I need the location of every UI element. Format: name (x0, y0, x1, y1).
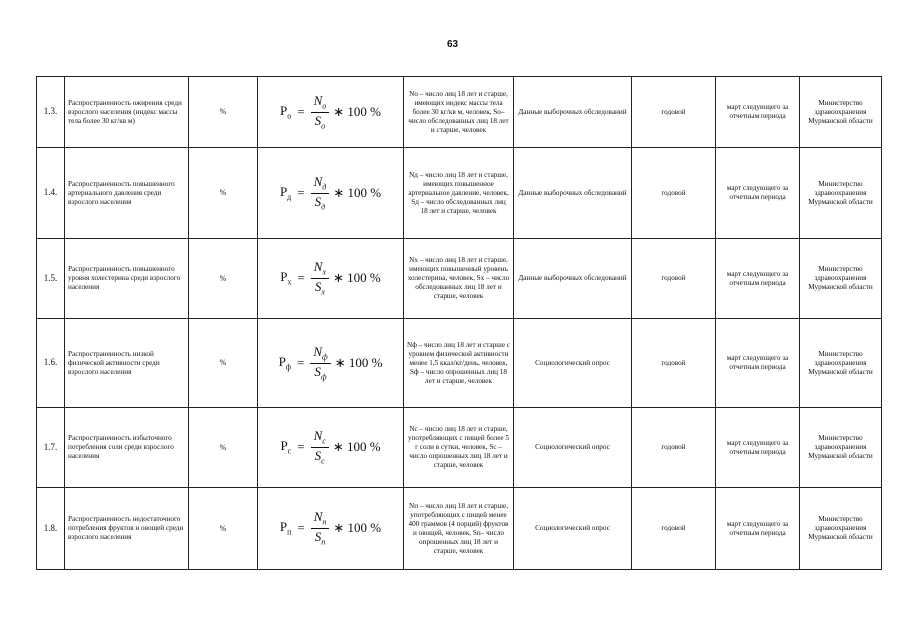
periodicity: годовой (632, 408, 716, 488)
denominator-sub: п (321, 537, 326, 547)
indicator-name: Распространенность избыточного потребления соли среди взрослого населения (65, 408, 189, 488)
formula-numerator (311, 259, 329, 279)
formula (261, 509, 400, 547)
formula-lhs (280, 103, 291, 122)
periodicity: годовой (632, 239, 716, 319)
denominator-sub: o (321, 121, 326, 131)
formula-numerator (311, 174, 330, 194)
reporting-date: март следующего за отчетным периода (716, 319, 800, 408)
unit: % (189, 408, 258, 488)
formula-cell (258, 77, 404, 148)
variables-description: Nс – число лиц 18 лет и старше, употребляющих с пищей более 5 г соли в сутки, человек, Sс – число опрошенных лиц 18 лет и старше, человек (404, 408, 514, 488)
denominator-sub: д (321, 202, 326, 212)
row-number: 1.8. (37, 488, 65, 570)
unit: % (189, 319, 258, 408)
responsible-body: Министерство здравоохранения Мурманской области (800, 77, 882, 148)
formula-cell (258, 408, 404, 488)
formula-denominator (312, 529, 329, 548)
formula (261, 174, 400, 212)
data-source: Данные выборочных обследований (514, 77, 632, 148)
numerator-symbol: N (313, 173, 323, 189)
periodicity: годовой (632, 148, 716, 239)
formula-lhs (280, 519, 292, 538)
formula-lhs-sub: п (287, 527, 292, 537)
responsible-body: Министерство здравоохранения Мурманской области (800, 148, 882, 239)
row-number: 1.6. (37, 319, 65, 408)
formula-lhs (280, 438, 291, 457)
responsible-body: Министерство здравоохранения Мурманской области (800, 319, 882, 408)
responsible-body: Министерство здравоохранения Мурманской области (800, 239, 882, 319)
formula-lhs (280, 269, 291, 288)
formula-lhs (280, 184, 291, 203)
table-row (37, 239, 882, 319)
table-row (37, 408, 882, 488)
indicator-name: Распространенность недостаточного потребления фруктов и овощей среди взрослого населения (65, 488, 189, 570)
periodicity: годовой (632, 488, 716, 570)
formula (261, 93, 400, 131)
numerator-symbol: N (313, 428, 323, 444)
formula-fraction (311, 174, 330, 212)
data-source: Социологический опрос (514, 408, 632, 488)
indicator-name: Распространенность повышенного артериального давления среди взрослого населения (65, 148, 189, 239)
formula-lhs-sub: д (287, 192, 292, 202)
formula-lhs-symbol: P (280, 438, 288, 454)
row-number: 1.3. (37, 77, 65, 148)
indicator-name: Распространенность ожирения среди взрослого населения (индекс массы тела более 30 кг/кв м) (65, 77, 189, 148)
formula-denominator (312, 279, 328, 298)
table-row (37, 488, 882, 570)
formula-multiplier: ∗ 100 % (333, 270, 381, 286)
formula-equals: = (297, 270, 305, 286)
formula (261, 259, 400, 297)
formula (261, 428, 400, 466)
formula-multiplier: ∗ 100 % (332, 439, 381, 455)
responsible-body: Министерство здравоохранения Мурманской области (800, 488, 882, 570)
denominator-symbol: S (314, 363, 321, 379)
formula-lhs-sub: х (287, 277, 292, 287)
formula-lhs-sub: ф (285, 362, 291, 372)
numerator-sub: o (322, 101, 327, 111)
numerator-sub: ф (322, 352, 328, 362)
formula-denominator (312, 113, 329, 132)
variables-description: Nф – число лиц 18 лет и старше с уровнем физической активности менее 1,5 ккал/кг/день, человек, Sф – число опрошенных лиц 18 лет и старше, человек (404, 319, 514, 408)
formula-lhs-symbol: P (279, 519, 288, 535)
unit: % (189, 488, 258, 570)
reporting-date: март следующего за отчетным периода (716, 77, 800, 148)
formula (261, 344, 400, 382)
denominator-symbol: S (314, 112, 322, 128)
formula-fraction (311, 259, 329, 297)
numerator-symbol: N (313, 509, 323, 525)
row-number: 1.5. (37, 239, 65, 319)
unit: % (189, 77, 258, 148)
formula-numerator (311, 428, 329, 448)
row-number: 1.7. (37, 408, 65, 488)
formula-multiplier: ∗ 100 % (333, 520, 382, 536)
reporting-date: март следующего за отчетным периода (716, 488, 800, 570)
formula-lhs-sub: с (287, 446, 292, 456)
table-row (37, 148, 882, 239)
formula-cell (258, 319, 404, 408)
data-source: Социологический опрос (514, 319, 632, 408)
reporting-date: март следующего за отчетным периода (716, 408, 800, 488)
variables-description: Nx – число лиц 18 лет и старше, имеющих повышенный уровень холестерина, человек, Sx – число обследованных лиц 18 лет и старше, человек (404, 239, 514, 319)
indicator-name: Распространенность низкой физической активности среди взрослого населения (65, 319, 189, 408)
formula-lhs-symbol: P (278, 353, 286, 369)
formula-fraction (311, 428, 329, 466)
numerator-sub: x (322, 268, 327, 277)
row-number: 1.4. (37, 148, 65, 239)
variables-description: Nп – число лиц 18 лет и старше, употребляющих с пищей менее 400 граммов (4 порций) фруктов и овощей, человек, Sп– число опрошенных лиц 18 лет и старше, человек (404, 488, 514, 570)
formula-lhs-symbol: P (280, 102, 288, 118)
denominator-sub: ф (320, 372, 327, 382)
formula-lhs-symbol: P (279, 183, 288, 199)
formula-fraction (311, 93, 330, 131)
responsible-body: Министерство здравоохранения Мурманской области (800, 408, 882, 488)
formula-equals: = (296, 354, 305, 370)
denominator-symbol: S (314, 193, 322, 209)
formula-equals: = (297, 439, 305, 455)
table-row (37, 77, 882, 148)
data-source: Данные выборочных обследований (514, 239, 632, 319)
formula-fraction (311, 509, 330, 547)
formula-lhs-sub: о (287, 111, 292, 121)
numerator-symbol: N (313, 92, 323, 108)
formula-lhs (279, 354, 291, 373)
unit: % (189, 148, 258, 239)
variables-description: Nд – число лиц 18 лет и старше, имеющих повышенное артериальное давление, человек, Sд – число обследованных лиц 18 лет и старше, человек (404, 148, 514, 239)
formula-numerator (310, 344, 330, 364)
indicator-name: Распространенность повышенного уровня холестерина среди взрослого населения (65, 239, 189, 319)
formula-denominator (311, 364, 329, 383)
formula-fraction (310, 344, 330, 382)
numerator-sub: д (322, 182, 327, 192)
reporting-date: март следующего за отчетным периода (716, 239, 800, 319)
formula-multiplier: ∗ 100 % (333, 103, 381, 119)
numerator-symbol: N (313, 259, 323, 275)
variables-description: No – число лиц 18 лет и старше, имеющих индекс массы тела более 30 кг/кв м, человек, So– число обследованных лиц 18 лет и старше, человек (404, 77, 514, 148)
formula-multiplier: ∗ 100 % (334, 354, 383, 370)
formula-denominator (312, 194, 329, 213)
indicators-table (36, 76, 882, 570)
page-number: 63 (446, 39, 459, 50)
periodicity: годовой (632, 77, 716, 148)
periodicity: годовой (632, 319, 716, 408)
unit: % (189, 239, 258, 319)
formula-equals: = (297, 520, 305, 536)
formula-numerator (311, 93, 330, 113)
denominator-sub: c (321, 456, 325, 466)
formula-numerator (311, 509, 330, 529)
formula-lhs-symbol: P (280, 269, 288, 285)
data-source: Данные выборочных обследований (514, 148, 632, 239)
denominator-sub: x (321, 287, 325, 297)
numerator-symbol: N (313, 343, 322, 359)
formula-multiplier: ∗ 100 % (333, 184, 382, 200)
data-source: Социологический опрос (514, 488, 632, 570)
numerator-sub: п (322, 518, 327, 527)
reporting-date: март следующего за отчетным периода (716, 148, 800, 239)
numerator-sub: c (322, 437, 326, 446)
formula-equals: = (297, 184, 305, 200)
formula-cell (258, 148, 404, 239)
denominator-symbol: S (314, 279, 322, 294)
formula-cell (258, 488, 404, 570)
denominator-symbol: S (314, 448, 322, 463)
formula-denominator (312, 448, 328, 467)
formula-equals: = (297, 103, 305, 119)
denominator-symbol: S (314, 529, 322, 544)
formula-cell (258, 239, 404, 319)
table-row (37, 319, 882, 408)
